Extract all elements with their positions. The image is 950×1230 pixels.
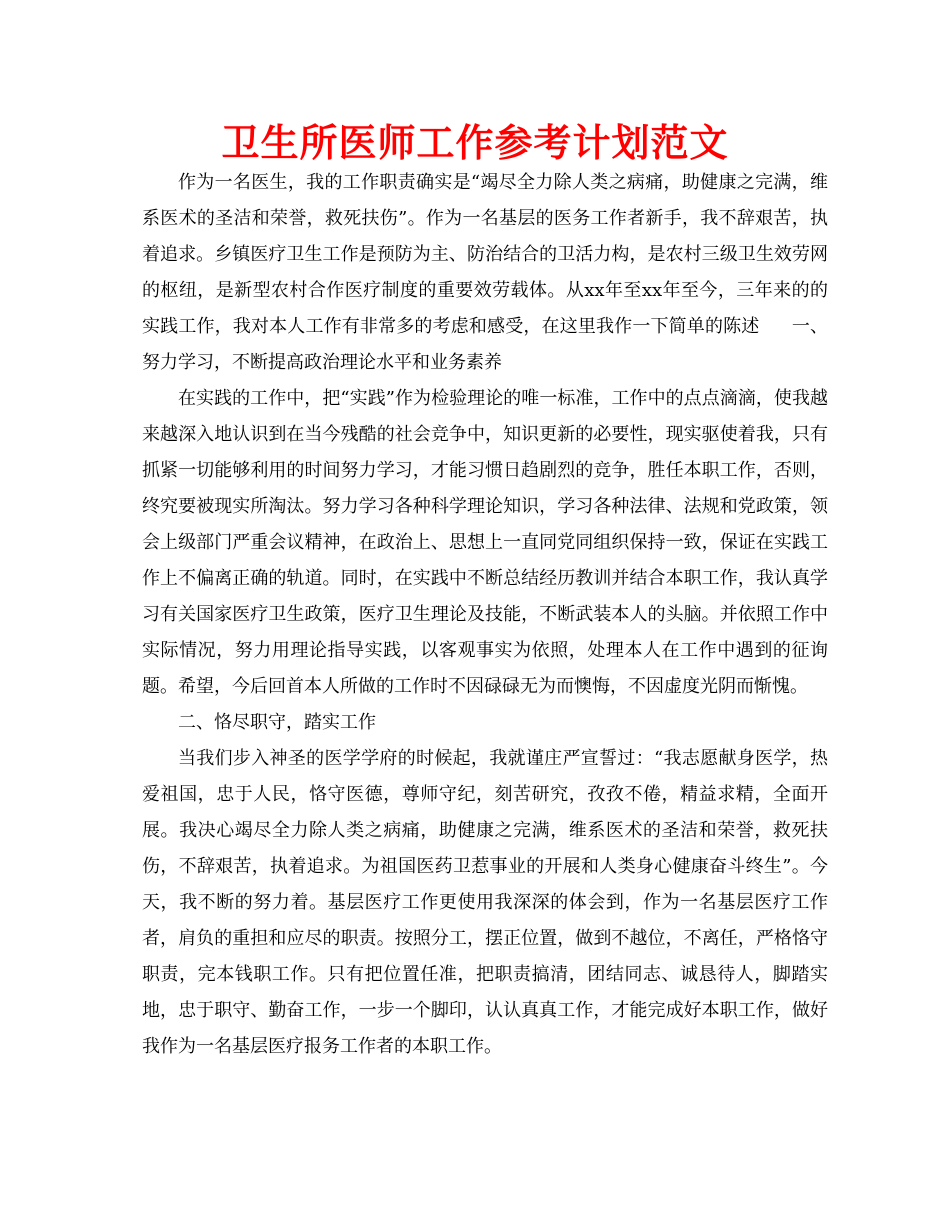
section-1-paragraph: 在实践的工作中，把“实践”作为检验理论的唯一标准，工作中的点点滴滴，使我越来越深入地认识到在当今残酷的社会竞争中，知识更新的必要性，现实驱使着我，只有抓紧一切能够利用的时间努力学习，才能习惯日趋剧烈的竞争，胜任本职工作，否则，终究要被现实所淘汰。努力学习各种科学理论知识，学习各种法律、法规和党政策，领会上级部门严重会议精神，在政治上、思想上一直同党同组织保持一致，保证在实践工作上不偏离正确的轨道。同时，在实践中不断总结经历教训并结合本职工作，我认真学习有关国家医疗卫生政策，医疗卫生理论及技能，不断武装本人的头脑。并依照工作中实际情况，努力用理论指导实践，以客观事实为依照，处理本人在工作中遇到的征询题。希望，今后回首本人所做的工作时不因碌碌无为而懊悔，不因虚度光阴而惭愧。 (142, 388, 828, 697)
document-body (142, 165, 828, 1065)
section-2-paragraph: 当我们步入神圣的医学学府的时候起，我就谨庄严宣誓过：“我志愿献身医学，热爱祖国，忠于人民，恪守医德，尊师守纪，刻苦研究，孜孜不倦，精益求精，全面开展。我决心竭尽全力除人类之病痛，助健康之完满，维系医术的圣洁和荣誉，救死扶伤，不辞艰苦，执着追求。为祖国医药卫惹事业的开展和人类身心健康奋斗终生”。今天，我不断的努力着。基层医疗工作更使用我深深的体会到，作为一名基层医疗工作者，肩负的重担和应尽的职责。按照分工，摆正位置，做到不越位，不离任，严格恪守职责，完本钱职工作。只有把位置任准，把职责搞清，团结同志、诚恳待人，脚踏实地，忠于职守、勤奋工作，一步一个脚印，认认真真工作，才能完成好本职工作，做好我作为一名基层医疗报务工作者的本职工作。 (142, 748, 828, 1057)
document-title: 卫生所医师工作参考计划范文 (221, 120, 729, 165)
section-1-heading: 一、努力学习，不断提高政治理论水平和业务素养 (142, 316, 829, 373)
intro-paragraph (142, 165, 828, 381)
intro-text: 作为一名医生，我的工作职责确实是“竭尽全力除人类之病痛，助健康之完满，维系医术的圣洁和荣誉，救死扶伤”。作为一名基层的医务工作者新手，我不辞艰苦，执着追求。乡镇医疗卫生工作是预防为主、防治结合的卫活力构，是农村三级卫生效劳网的枢纽，是新型农村合作医疗制度的重要效劳载体。从xx年至xx年至今，三年来的的实践工作，我对本人工作有非常多的考虑和感受，在这里我作一下简单的陈述 (142, 172, 828, 337)
section-2-heading: 二、恪尽职守，踏实工作 (178, 712, 376, 733)
